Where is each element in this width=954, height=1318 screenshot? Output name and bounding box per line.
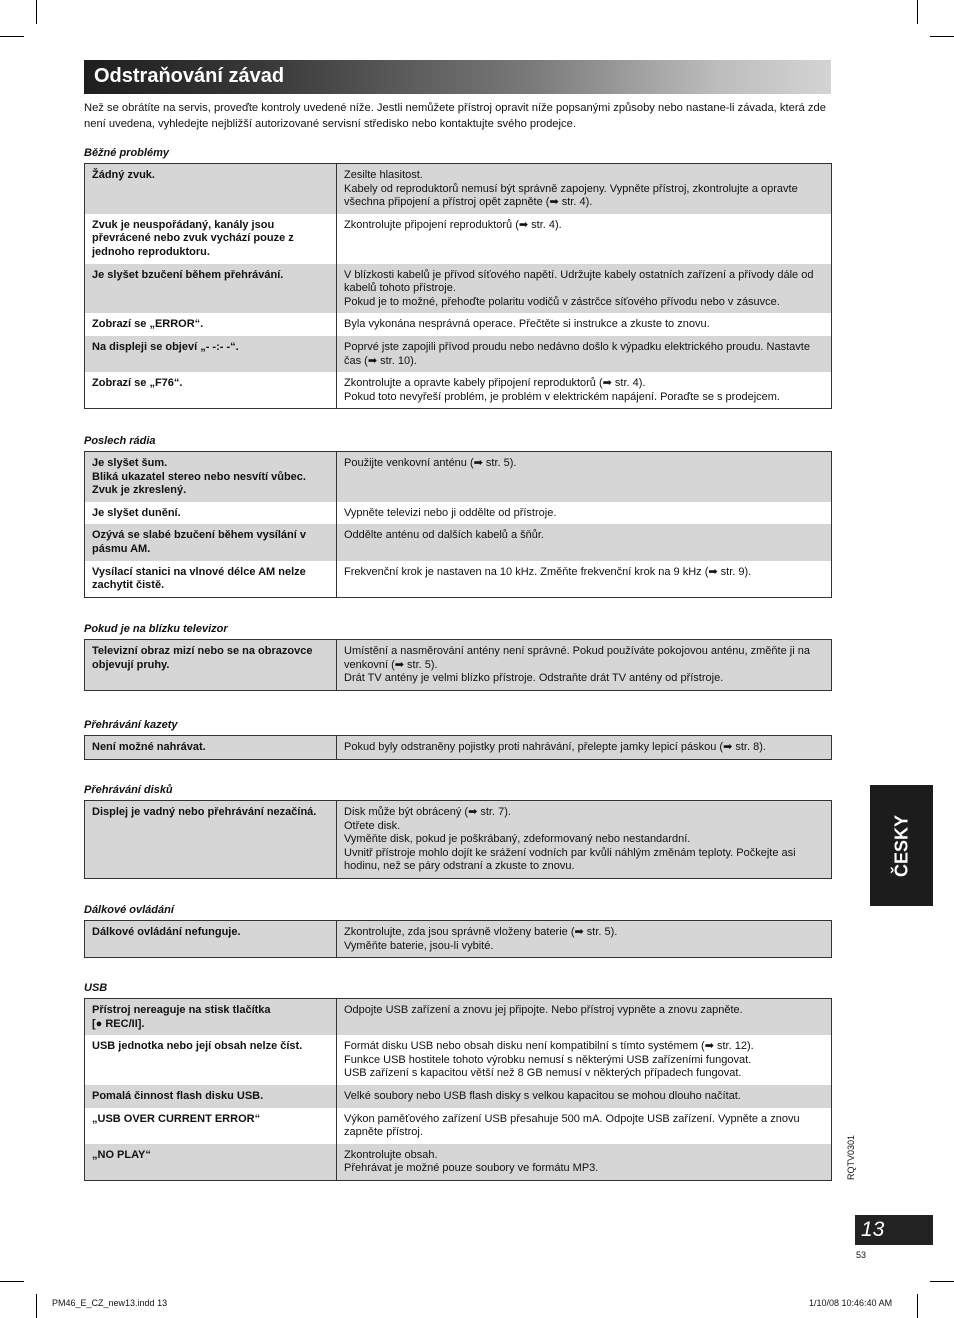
troubleshooting-table	[84, 735, 832, 760]
title-bar	[84, 60, 831, 94]
table-row	[85, 801, 832, 879]
solution-cell	[337, 1108, 832, 1144]
solution-cell	[337, 214, 832, 264]
section-title: Dálkové ovládání	[84, 904, 174, 916]
crop-mark	[930, 36, 954, 37]
problem-text: „NO PLAY“	[92, 1148, 151, 1161]
problem-cell	[85, 1085, 337, 1108]
problem-text: Přístroj nereaguje na stisk tlačítka	[92, 1004, 271, 1016]
table-row	[85, 502, 832, 525]
solution-text: Pokud je to možné, přehoďte polaritu vodičů v zástrčce síťového přívodu nebo v zásuvce.	[344, 295, 780, 308]
problem-text: Bliká ukazatel stereo nebo nesvítí vůbec.	[92, 470, 306, 483]
crop-mark	[36, 1294, 37, 1318]
solution-text: Přehrávat je možné pouze soubory ve formátu MP3.	[344, 1162, 599, 1175]
section-title: Poslech rádia	[84, 435, 156, 447]
problem-cell	[85, 336, 337, 372]
problem-text: Je slyšet šum.	[92, 457, 168, 469]
table-row	[85, 736, 832, 760]
solution-cell	[337, 1085, 832, 1108]
problem-text: Pomalá činnost flash disku USB.	[92, 1089, 264, 1102]
page-number: 13	[861, 1218, 885, 1241]
problem-cell	[85, 561, 337, 598]
problem-cell	[85, 313, 337, 336]
section-remote	[84, 904, 832, 958]
footer-file-info: PM46_E_CZ_new13.indd 13	[52, 1298, 168, 1308]
troubleshooting-table	[84, 163, 832, 409]
problem-cell	[85, 264, 337, 314]
solution-text: Drát TV antény je velmi blízko přístroje. Odstraňte drát TV antény od přístroje.	[344, 672, 724, 685]
problem-text: Na displeji se objeví „- -:- -“.	[92, 340, 239, 353]
table-row	[85, 452, 832, 502]
problem-cell	[85, 921, 337, 958]
solution-text: Poprvé jste zapojili přívod proudu nebo nedávno došlo k výpadku elektrického proudu. Nastavte čas (➡ str. 10).	[344, 340, 810, 367]
section-cassette	[84, 719, 832, 760]
doc-code: RQTV0301	[846, 1134, 856, 1180]
solution-text: Velké soubory nebo USB flash disky s velkou kapacitou se mohou dlouho načítat.	[344, 1089, 741, 1102]
section-title: Přehrávání disků	[84, 784, 173, 796]
problem-cell	[85, 1035, 337, 1085]
solution-text: Zkontrolujte obsah.	[344, 1148, 438, 1161]
crop-mark	[0, 36, 24, 37]
crop-mark	[0, 1281, 24, 1282]
solution-cell	[337, 561, 832, 598]
table-row	[85, 1144, 832, 1181]
intro-text: Než se obrátíte na servis, proveďte kontroly uvedené níže. Jestli nemůžete přístroj opravit níže popsanými způsoby nebo nastane-li závada, která zde není uvedena, vyhledejte nejbližší autorizované servisní středisko nebo kontaktujte svého prodejce.	[84, 102, 826, 130]
problem-text: Žádný zvuk.	[92, 169, 155, 181]
solution-cell	[337, 452, 832, 502]
page-title: Odstraňování závad	[94, 65, 285, 87]
solution-cell	[337, 313, 832, 336]
solution-cell	[337, 264, 832, 314]
solution-text: Zkontrolujte, zda jsou správně vloženy baterie (➡ str. 5).	[344, 926, 618, 938]
solution-text: Umístění a nasměrování antény není správné. Pokud používáte pokojovou anténu, změňte ji na venkovní (➡ str. 5).	[344, 645, 810, 671]
problem-cell	[85, 372, 337, 409]
solution-cell	[337, 1144, 832, 1181]
problem-cell	[85, 999, 337, 1036]
solution-text: Kabely od reproduktorů nemusí být správně zapojeny. Vypněte přístroj, zkontrolujte a opravte všechna připojení a přístroj opět zapněte (➡ str. 4).	[344, 182, 798, 209]
table-row	[85, 640, 832, 691]
problem-text: Zobrazí se „ERROR“.	[92, 318, 204, 331]
solution-text: Disk může být obrácený (➡ str. 7).	[344, 806, 511, 818]
section-radio	[84, 435, 832, 598]
solution-text: Byla vykonána nesprávná operace. Přečtěte si instrukce a zkuste to znovu.	[344, 318, 710, 331]
solution-text: Odpojte USB zařízení a znovu jej připojte. Nebo přístroj vypněte a znovu zapněte.	[344, 1004, 743, 1016]
sub-page-number: 53	[856, 1250, 867, 1260]
crop-mark	[930, 1281, 954, 1282]
solution-cell	[337, 336, 832, 372]
solution-text: Vyměňte disk, pokud je poškrábaný, zdeformovaný nebo nestandardní.	[344, 833, 691, 846]
table-row	[85, 1085, 832, 1108]
troubleshooting-table	[84, 800, 832, 879]
table-row	[85, 336, 832, 372]
solution-cell	[337, 1035, 832, 1085]
problem-cell	[85, 524, 337, 560]
section-common	[84, 147, 832, 409]
table-row	[85, 1108, 832, 1144]
table-row	[85, 524, 832, 560]
problem-cell	[85, 1144, 337, 1181]
problem-cell	[85, 640, 337, 691]
table-row	[85, 1035, 832, 1085]
problem-text: [● REC/II].	[92, 1017, 145, 1030]
table-row	[85, 921, 832, 958]
problem-text: Zvuk je neuspořádaný, kanály jsou převrácené nebo zvuk vychází pouze z jednoho reproduktoru.	[92, 218, 294, 258]
solution-cell	[337, 801, 832, 879]
problem-text: „USB OVER CURRENT ERROR“	[92, 1112, 261, 1125]
section-disc	[84, 784, 832, 879]
problem-text: Televizní obraz mizí nebo se na obrazovce objevují pruhy.	[92, 645, 313, 671]
section-title: Pokud je na blízku televizor	[84, 623, 228, 635]
problem-cell	[85, 452, 337, 502]
problem-text: Je slyšet bzučení během přehrávání.	[92, 268, 284, 281]
problem-text: USB jednotka nebo její obsah nelze číst.	[92, 1040, 303, 1053]
solution-text: Zkontrolujte a opravte kabely připojení reproduktorů (➡ str. 4).	[344, 377, 646, 390]
solution-text: Frekvenční krok je nastaven na 10 kHz. Změňte frekvenční krok na 9 kHz (➡ str. 9).	[344, 565, 752, 578]
troubleshooting-table	[84, 998, 832, 1181]
problem-cell	[85, 164, 337, 214]
problem-text: Je slyšet dunění.	[92, 506, 181, 519]
language-tab	[870, 785, 933, 906]
problem-cell	[85, 1108, 337, 1144]
problem-text: Není možné nahrávat.	[92, 741, 206, 753]
troubleshooting-table	[84, 451, 832, 598]
page-number-box	[855, 1215, 933, 1245]
problem-text: Ozývá se slabé bzučení během vysílání v pásmu AM.	[92, 529, 306, 555]
solution-text: Funkce USB hostitele tohoto výrobku nemusí s některými USB zařízeními fungovat.	[344, 1053, 752, 1066]
problem-cell	[85, 736, 337, 760]
solution-cell	[337, 640, 832, 691]
footer-timestamp: 1/10/08 10:46:40 AM	[809, 1298, 893, 1308]
problem-text: Vysílací stanici na vlnové délce AM nelze zachytit čistě.	[92, 565, 306, 592]
solution-cell	[337, 164, 832, 214]
section-tv	[84, 623, 832, 691]
problem-text: Dálkové ovládání nefunguje.	[92, 926, 241, 938]
solution-cell	[337, 524, 832, 560]
section-title: Běžné problémy	[84, 147, 169, 159]
solution-cell	[337, 372, 832, 409]
crop-mark	[36, 0, 37, 24]
troubleshooting-table	[84, 639, 832, 691]
table-row	[85, 561, 832, 598]
solution-text: Použijte venkovní anténu (➡ str. 5).	[344, 457, 517, 469]
solution-text: Oddělte anténu od dalších kabelů a šňůr.	[344, 529, 544, 542]
table-row	[85, 164, 832, 214]
crop-mark	[917, 1294, 918, 1318]
solution-text: Výkon paměťového zařízení USB přesahuje 500 mA. Odpojte USB zařízení. Vypněte a znovu zapněte přístroj.	[344, 1112, 800, 1139]
table-row	[85, 214, 832, 264]
solution-cell	[337, 736, 832, 760]
solution-cell	[337, 921, 832, 958]
problem-text: Zvuk je zkreslený.	[92, 484, 187, 497]
table-row	[85, 313, 832, 336]
problem-cell	[85, 214, 337, 264]
section-usb	[84, 982, 832, 1181]
solution-text: USB zařízení s kapacitou větší než 8 GB nemusí v některých případech fungovat.	[344, 1067, 742, 1080]
section-title: USB	[84, 982, 108, 994]
crop-mark	[917, 0, 918, 24]
section-title: Přehrávání kazety	[84, 719, 178, 731]
solution-cell	[337, 502, 832, 525]
language-tab-label: ČESKY	[891, 814, 911, 877]
solution-text: V blízkosti kabelů je přívod síťového napětí. Udržujte kabely ostatních zařízení a přívody dále od kabelů tohoto přístroje.	[344, 268, 814, 295]
problem-text: Displej je vadný nebo přehrávání nezačíná.	[92, 806, 317, 818]
table-row	[85, 999, 832, 1036]
table-row	[85, 264, 832, 314]
problem-cell	[85, 801, 337, 879]
troubleshooting-table	[84, 920, 832, 958]
solution-cell	[337, 999, 832, 1036]
solution-text: Otřete disk.	[344, 819, 401, 832]
solution-text: Pokud byly odstraněny pojistky proti nahrávání, přelepte jamky lepicí páskou (➡ str. 8).	[344, 741, 766, 753]
table-row	[85, 372, 832, 409]
problem-cell	[85, 502, 337, 525]
solution-text: Formát disku USB nebo obsah disku není kompatibilní s tímto systémem (➡ str. 12).	[344, 1040, 754, 1053]
solution-text: Zkontrolujte připojení reproduktorů (➡ str. 4).	[344, 218, 562, 231]
solution-text: Vyměňte baterie, jsou-li vybité.	[344, 939, 494, 952]
solution-text: Zesilte hlasitost.	[344, 169, 423, 181]
solution-text: Pokud toto nevyřeší problém, je problém v elektrickém napájení. Poraďte se s prodejcem.	[344, 390, 780, 403]
solution-text: Uvnitř přístroje mohlo dojít ke srážení vodních par kvůli náhlým změnám teploty. Počkejte asi hodinu, než se páry odstraní a zkuste to znovu.	[344, 846, 796, 873]
problem-text: Zobrazí se „F76“.	[92, 377, 183, 390]
solution-text: Vypněte televizi nebo ji oddělte od přístroje.	[344, 506, 557, 519]
